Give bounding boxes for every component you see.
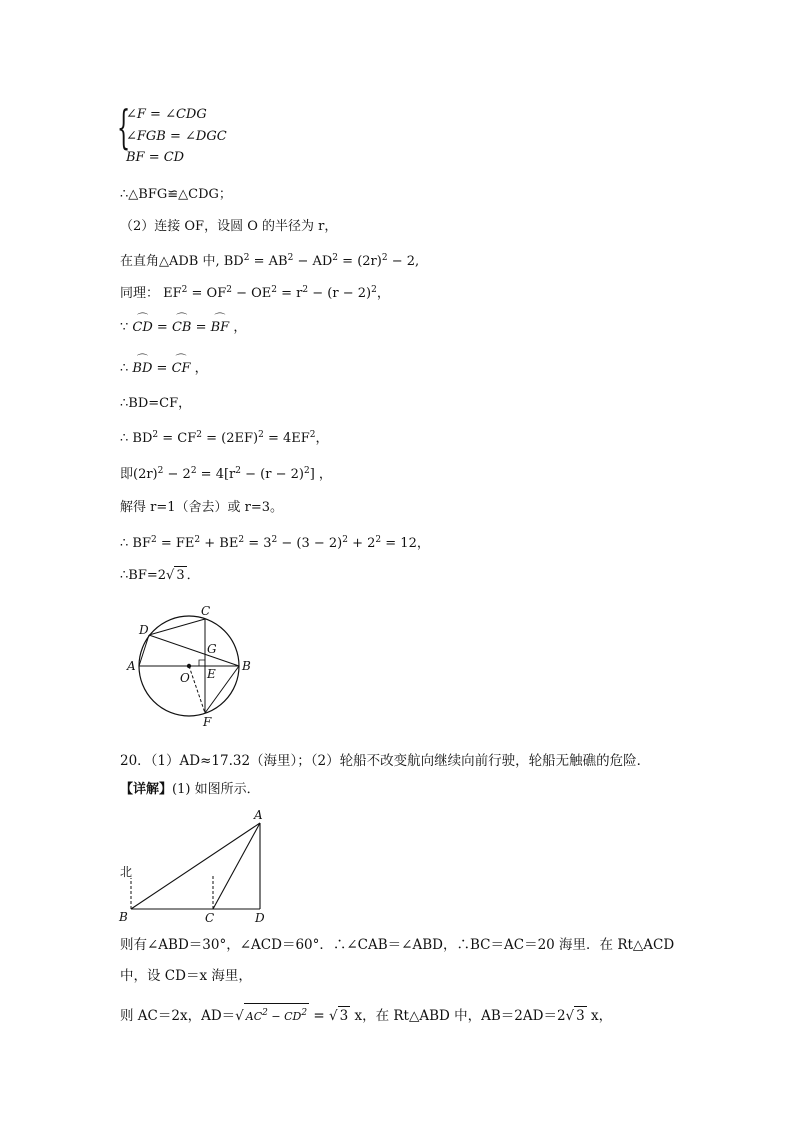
- problem20-para2: 中，设 CD＝x 海里，: [120, 968, 252, 984]
- circle-figure: [120, 600, 270, 735]
- label-g: G: [207, 642, 217, 656]
- label-e: E: [207, 667, 216, 681]
- bf-squared-line: ∴ $BF^2 = FE^2 + BE^2 = 3^2 - (3 - 2)^2 + 2^2 = 12$，: [120, 535, 430, 551]
- system-brace: {: [117, 100, 131, 154]
- label-a2: A: [254, 808, 263, 822]
- label-d: D: [139, 623, 149, 637]
- detail-line: 【详解】(1) 如图所示．: [120, 782, 260, 797]
- label-b2: B: [119, 910, 128, 924]
- bd-equation: 在直角△ADB 中, $BD^2 = AB^2 - AD^2 = (2r)^2 - 2$,: [120, 253, 420, 269]
- detail-tag: 【详解】: [120, 782, 173, 797]
- congruence-line: ∴△BFG≌△CDG；: [120, 187, 232, 202]
- problem20-para3: 则 AC＝2x，AD＝√ $AC^2 - CD^2$ = √ 3 x，在 Rt△ABD 中，AB＝2AD＝2√ 3 x，: [120, 1003, 612, 1026]
- problem20-answer: 20．（1）AD≈17.32（海里）；（2）轮船不改变航向继续向前行驶，轮船无触礁的危险．: [120, 753, 651, 769]
- system-eq-3: BF = CD: [126, 150, 185, 165]
- segment-ba: [131, 823, 260, 909]
- center-point-o: [187, 664, 191, 668]
- label-c2: C: [205, 911, 215, 925]
- right-angle-mark: [199, 660, 205, 666]
- chord-ad: [139, 635, 149, 666]
- system-eq-2: ∠FGB = ∠DGC: [126, 129, 227, 144]
- triangle-figure: [115, 805, 275, 927]
- system-eq-1: ∠F = ∠CDG: [126, 107, 207, 122]
- r-equation-line: 即$(2r)^2 - 2^2 = 4[r^2 - (r - 2)^2]$ ，: [120, 466, 332, 482]
- problem20-para1: 则有∠ABD＝30°，∠ACD＝60°．∴∠CAB＝∠ABD，∴BC＝AC＝20 海里．在 Rt△ACD: [120, 937, 675, 953]
- label-o: O: [180, 671, 190, 685]
- bd-cf-line: ∴BD=CF，: [120, 396, 192, 411]
- segment-of: [189, 666, 205, 713]
- arc-equality-1: ∵ ⌒ CD = ⌒ CB = ⌒ BF ，: [120, 319, 246, 337]
- bf-result-line: ∴BF=2√ 3 ．: [120, 568, 200, 583]
- label-c: C: [201, 604, 211, 618]
- label-b: B: [242, 659, 251, 673]
- step2-intro: （2）连接 OF，设圆 O 的半径为 r，: [120, 219, 338, 234]
- label-d2: D: [255, 911, 265, 925]
- label-north: 北: [120, 865, 133, 879]
- label-f: F: [203, 715, 212, 729]
- label-a: A: [127, 659, 136, 673]
- chord-db: [149, 635, 239, 666]
- segment-ca: [213, 823, 260, 909]
- bd-squared-line: ∴ $BD^2 = CF^2 = (2EF)^2 = 4EF^2$，: [120, 430, 329, 446]
- solve-r-line: 解得 r=1（舍去）或 r=3。: [120, 500, 284, 515]
- ef-equation: 同理： $EF^2 = OF^2 - OE^2 = r^2 - (r - 2)^2$，: [120, 285, 390, 301]
- arc-equality-2: ∴ ⌒ BD = ⌒ CF ，: [120, 360, 208, 378]
